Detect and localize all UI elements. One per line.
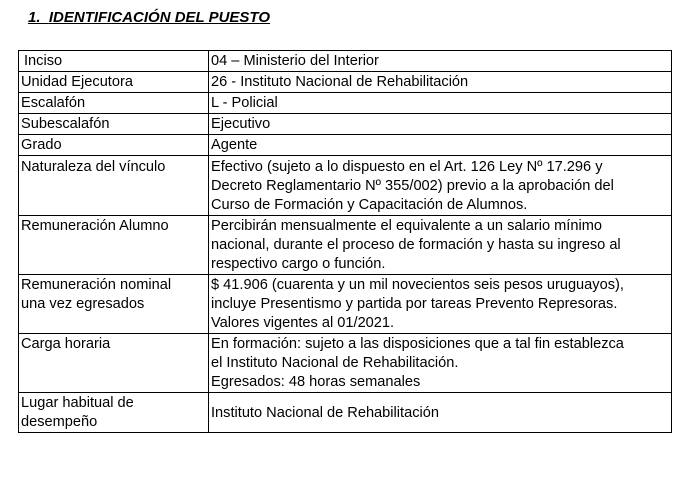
row-value-cell [209,51,672,72]
row-label: Carga horaria [21,336,111,352]
row-value-cell [209,135,672,156]
row-label: Inciso [24,53,63,69]
row-label-cell [19,114,209,135]
row-value-line: En formación: sujeto a las disposiciones que a tal fin establezca [211,336,624,352]
row-value-line: respectivo cargo o función. [211,256,386,272]
row-value-cell [209,156,672,216]
table-row-lugar-desempeno [19,393,672,433]
row-label: Unidad Ejecutora [21,74,133,90]
table-row-escalafon [19,93,672,114]
row-value-cell [209,114,672,135]
row-label-cell [19,93,209,114]
table-row-inciso [19,51,672,72]
row-value-cell [209,72,672,93]
table-row-grado [19,135,672,156]
row-value-line: nacional, durante el proceso de formación y hasta su ingreso al [211,237,621,253]
row-label-line: una vez egresados [21,296,145,312]
row-value-cell [209,216,672,275]
row-value: Instituto Nacional de Rehabilitación [211,404,439,421]
row-label-cell [19,216,209,275]
table-row-subescalafon [19,114,672,135]
row-value-cell [209,93,672,114]
row-value-line: Percibirán mensualmente el equivalente a un salario mínimo [211,218,602,234]
row-value-line: Egresados: 48 horas semanales [211,374,421,390]
row-value-line: incluye Presentismo y partida por tareas Prevento Represoras. [211,296,618,312]
table-row-carga-horaria [19,334,672,393]
row-label: Grado [21,137,62,153]
row-label-cell [19,51,209,72]
row-label-cell [19,393,209,433]
row-label-line: Lugar habitual de [21,395,134,411]
section-title: IDENTIFICACIÓN DEL PUESTO [48,9,270,26]
table-row-remuneracion-nominal [19,275,672,334]
row-label-cell [19,72,209,93]
row-value-cell [209,393,672,433]
section-number: 1. [28,9,41,26]
row-value-line: $ 41.906 (cuarenta y un mil novecientos seis pesos uruguayos), [211,277,624,293]
row-label-cell [19,334,209,393]
row-label: Escalafón [21,95,86,111]
row-label: Remuneración Alumno [21,218,169,234]
row-label-line: Remuneración nominal [21,277,172,293]
row-value-line: Decreto Reglamentario Nº 355/002) previo a la aprobación del [211,178,614,194]
row-value-cell [209,275,672,334]
row-value: 04 – Ministerio del Interior [211,53,379,69]
row-label: Naturaleza del vínculo [21,159,166,175]
row-value-cell [209,334,672,393]
table-row-naturaleza-vinculo [19,156,672,216]
row-value: Agente [211,137,258,153]
row-value: Ejecutivo [211,116,271,132]
row-value-line: Efectivo (sujeto a lo dispuesto en el Art. 126 Ley Nº 17.296 y [211,159,603,175]
row-label: Subescalafón [21,116,110,132]
position-identification-table [18,50,672,433]
row-value: L - Policial [211,95,278,111]
row-label-line: desempeño [21,414,98,430]
row-value: 26 - Instituto Nacional de Rehabilitación [211,74,469,90]
row-label-cell [19,135,209,156]
row-value-line: Valores vigentes al 01/2021. [211,315,395,331]
table-row-unidad-ejecutora [19,72,672,93]
section-heading [28,9,270,26]
table-row-remuneracion-alumno [19,216,672,275]
row-value-line: el Instituto Nacional de Rehabilitación. [211,355,459,371]
row-label-cell [19,156,209,216]
row-label-cell [19,275,209,334]
row-value-line: Curso de Formación y Capacitación de Alumnos. [211,197,528,213]
